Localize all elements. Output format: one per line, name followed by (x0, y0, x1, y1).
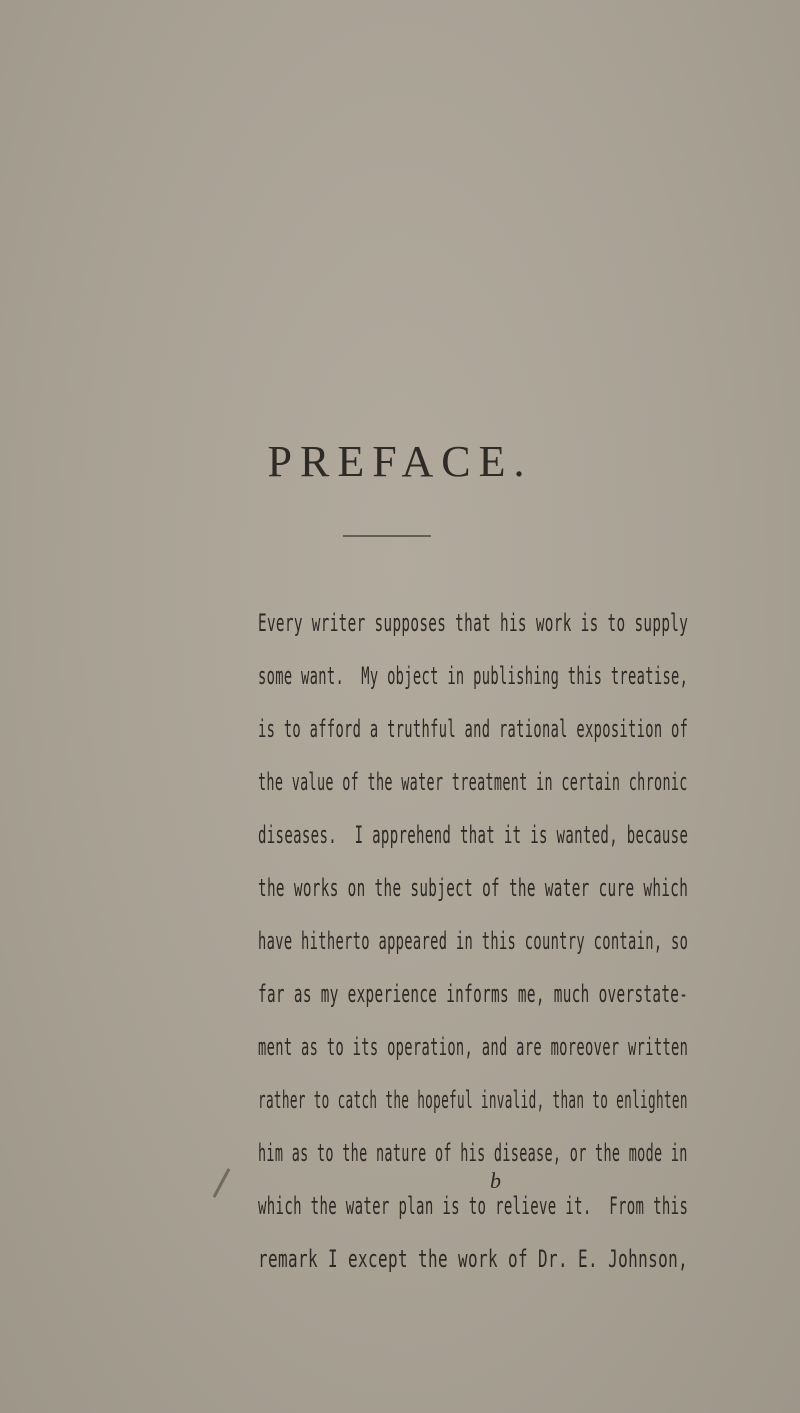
text-line: him as to the nature of his disease, or the mode in (258, 1139, 688, 1167)
text-line: far as my experience informs me, much overstate- (258, 980, 689, 1008)
text-line: diseases. I apprehend that it is wanted, because (258, 821, 689, 849)
text-line: which the water plan is to relieve it. From this (258, 1192, 689, 1220)
text-line: rather to catch the hopeful invalid, than to enlighten (258, 1086, 688, 1114)
title-rule (343, 535, 431, 537)
text-line: is to afford a truthful and rational exposition of (258, 715, 689, 743)
text-line: some want. My object in publishing this treatise, (258, 662, 689, 690)
pencil-mark (213, 1168, 231, 1198)
text-line: remark I except the work of Dr. E. Johnson, (258, 1245, 689, 1273)
text-line: Every writer supposes that his work is to supply (258, 609, 689, 637)
text-line: have hitherto appeared in this country contain, so (258, 927, 689, 955)
text-line: the works on the subject of the water cure which (258, 874, 689, 902)
text-line: ment as to its operation, and are moreover written (258, 1033, 689, 1061)
signature-mark: b (490, 1168, 501, 1193)
body-text (258, 597, 688, 1286)
text-line: the value of the water treatment in certain chronic (258, 768, 688, 796)
page-title: PREFACE. (267, 437, 533, 486)
